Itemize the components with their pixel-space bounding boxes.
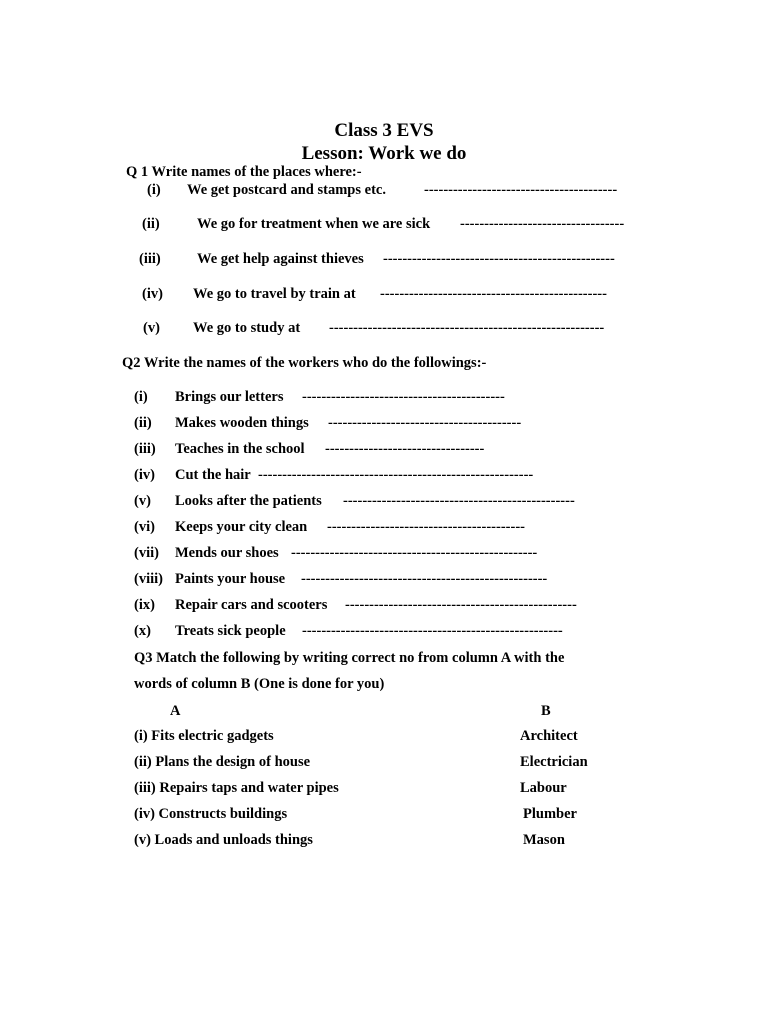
q2-answer-blank: ----------------------------------------- [327,519,525,535]
q2-item-number: (iv) [134,467,155,483]
q2-item-number: (vi) [134,519,155,535]
q1-item-number: (iii) [139,251,161,267]
q2-item-text: Treats sick people [175,623,286,639]
q2-item-number: (iii) [134,441,156,457]
q1-item-number: (ii) [142,216,160,232]
q2-item-number: (x) [134,623,151,639]
q1-item-number: (v) [143,320,160,336]
q1-answer-blank: ------------------------------------------------ [383,251,615,267]
q2-item-number: (i) [134,389,148,405]
q1-item-number: (i) [147,182,161,198]
q2-answer-blank: ------------------------------------------ [302,389,505,405]
lesson-title: Lesson: Work we do [301,143,467,164]
q2-item-text: Looks after the patients [175,493,322,509]
q2-answer-blank: --------------------------------- [325,441,485,457]
q2-answer-blank: --------------------------------------------------- [301,571,548,587]
column-a-header: A [170,703,181,719]
column-a-item: (iv) Constructs buildings [134,806,288,822]
worksheet-title: Class 3 EVS [334,120,434,141]
column-b-item: Mason [523,832,565,848]
column-a-item: (i) Fits electric gadgets [134,728,274,744]
q1-answer-blank: --------------------------------------------------------- [329,320,605,336]
q1-item-text: We get postcard and stamps etc. [187,182,386,198]
q2-item-number: (ii) [134,415,152,431]
column-a-item: (ii) Plans the design of house [134,754,311,770]
q2-item-text: Cut the hair [175,467,251,483]
q1-item-number: (iv) [142,286,163,302]
q1-answer-blank: ----------------------------------------------- [380,286,607,302]
q2-heading: Q2 Write the names of the workers who do the followings:- [122,355,487,371]
column-b-item: Labour [520,780,567,796]
q2-answer-blank: ---------------------------------------- [328,415,522,431]
column-b-item: Electrician [520,754,588,770]
q2-item-text: Keeps your city clean [175,519,308,535]
q1-answer-blank: ---------------------------------- [460,216,625,232]
q3-heading-line-2: words of column B (One is done for you) [134,676,385,692]
q2-item-text: Repair cars and scooters [175,597,328,613]
column-b-item: Plumber [523,806,577,822]
column-b-header: B [541,703,551,719]
q2-answer-blank: ------------------------------------------------ [343,493,575,509]
column-b-item: Architect [520,728,578,744]
q1-answer-blank: ---------------------------------------- [424,182,618,198]
q1-heading: Q 1 Write names of the places where:- [126,164,362,180]
q1-item-text: We get help against thieves [197,251,364,267]
column-a-item: (v) Loads and unloads things [134,832,313,848]
q2-item-text: Makes wooden things [175,415,309,431]
column-a-item: (iii) Repairs taps and water pipes [134,780,339,796]
q2-item-text: Brings our letters [175,389,284,405]
q2-item-number: (v) [134,493,151,509]
q2-item-number: (viii) [134,571,163,587]
q3-heading-line-1: Q3 Match the following by writing correct no from column A with the [134,650,565,666]
q2-item-number: (vii) [134,545,159,561]
q1-item-text: We go to study at [193,320,301,336]
q2-item-text: Teaches in the school [175,441,305,457]
q2-item-text: Mends our shoes [175,545,279,561]
q2-answer-blank: --------------------------------------------------- [291,545,538,561]
q1-item-text: We go for treatment when we are sick [197,216,431,232]
q2-item-text: Paints your house [175,571,286,587]
q2-answer-blank: ------------------------------------------------ [345,597,577,613]
q2-answer-blank: ------------------------------------------------------ [302,623,563,639]
q2-answer-blank: --------------------------------------------------------- [258,467,534,483]
q1-item-text: We go to travel by train at [193,286,356,302]
q2-item-number: (ix) [134,597,155,613]
